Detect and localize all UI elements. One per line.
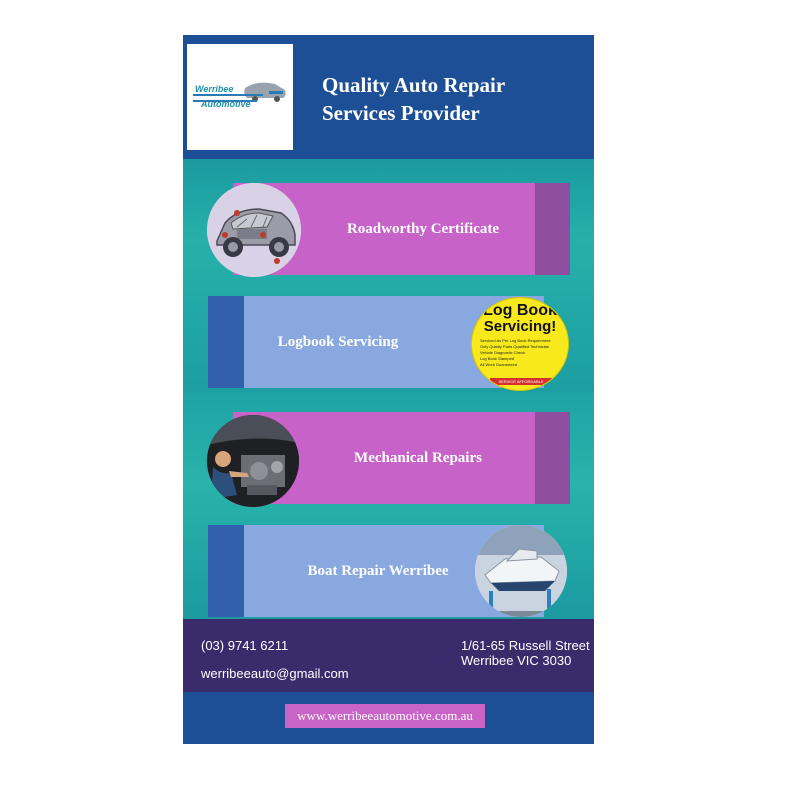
sticker-item: Vehicle Diagnostic Check bbox=[480, 350, 526, 355]
sticker-line-2: Servicing! bbox=[483, 318, 557, 335]
poster bbox=[183, 35, 594, 744]
logo bbox=[187, 44, 293, 150]
contact-section bbox=[183, 619, 594, 692]
email-address[interactable]: werribeeauto@gmail.com bbox=[201, 666, 349, 681]
svg-text:Automotive: Automotive bbox=[201, 99, 251, 109]
sticker-item: Only Quality Parts bbox=[480, 344, 513, 349]
car-logo-icon bbox=[187, 44, 293, 150]
address-line-2: Werribee VIC 3030 bbox=[461, 653, 572, 668]
car-xray-icon bbox=[207, 183, 301, 277]
service-label: Logbook Servicing bbox=[277, 333, 399, 350]
svg-text:Werribee: Werribee bbox=[195, 84, 234, 94]
website-link[interactable]: www.werribeeautomotive.com.au bbox=[285, 704, 485, 728]
sticker-line-1: Log Book bbox=[483, 302, 557, 319]
sticker-checklist bbox=[480, 338, 562, 368]
service-label: Mechanical Repairs bbox=[354, 449, 482, 466]
sticker-item: All Work Guaranteed bbox=[480, 362, 518, 367]
log-book-sticker-icon bbox=[471, 297, 569, 391]
header bbox=[183, 35, 594, 159]
sticker-banner: SERVICE AFFORDABLE bbox=[490, 378, 552, 385]
card-accent bbox=[535, 412, 570, 504]
title-line-1: Quality Auto Repair bbox=[322, 73, 506, 97]
service-label: Boat Repair Werribee bbox=[307, 562, 449, 579]
address-line-1: 1/61-65 Russell Street bbox=[461, 638, 590, 653]
phone-number[interactable]: (03) 9741 6211 bbox=[201, 638, 289, 653]
sticker-item: Qualified Technician bbox=[513, 344, 550, 349]
card-accent bbox=[535, 183, 570, 275]
card-accent bbox=[208, 296, 244, 388]
title-line-2: Services Provider bbox=[322, 101, 480, 125]
service-label: Roadworthy Certificate bbox=[346, 220, 500, 237]
boat-icon bbox=[475, 525, 567, 617]
card-accent bbox=[208, 525, 244, 617]
sticker-item: Log Book Stamped bbox=[480, 356, 515, 361]
sticker-item: Serviced As Per Log Book Requirement bbox=[480, 338, 551, 343]
page-title bbox=[322, 71, 582, 127]
mechanic-engine-icon bbox=[207, 415, 299, 507]
